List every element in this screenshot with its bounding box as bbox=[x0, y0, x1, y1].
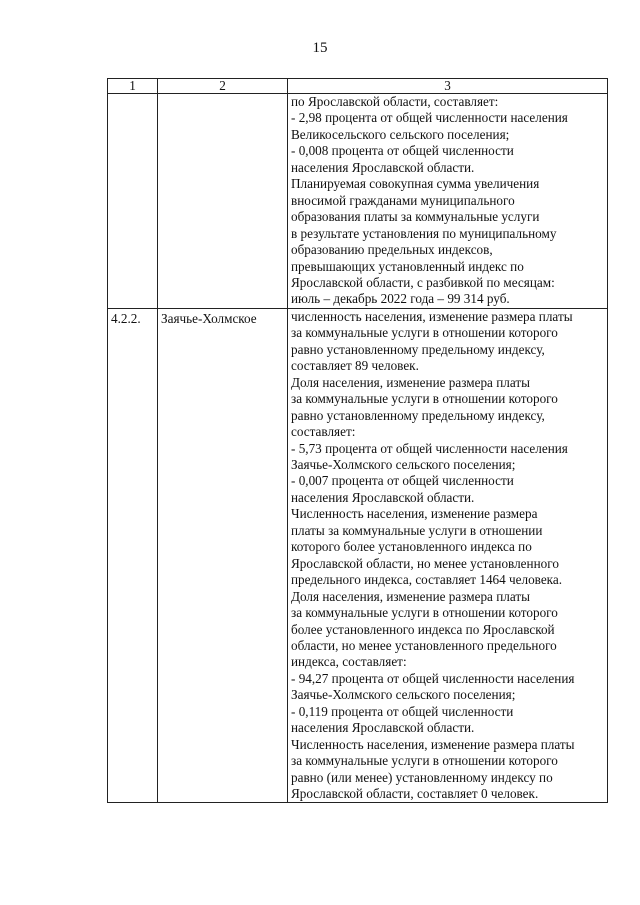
text-line: Численность населения, изменение размера bbox=[291, 506, 538, 522]
description-cell bbox=[288, 94, 608, 309]
text-line: которого более установленного индекса по bbox=[291, 539, 532, 555]
text-line: индекса, составляет: bbox=[291, 654, 407, 670]
column-header: 2 bbox=[158, 79, 288, 94]
column-header: 1 bbox=[108, 79, 158, 94]
data-table bbox=[107, 78, 608, 803]
page-number: 15 bbox=[312, 40, 328, 56]
text-line: - 2,98 процента от общей численности населения bbox=[291, 110, 568, 126]
text-line: вносимой гражданами муниципального bbox=[291, 192, 515, 208]
text-line: равно (или менее) установленному индексу по bbox=[291, 769, 553, 785]
text-line: Численность населения, изменение размера платы bbox=[291, 736, 575, 752]
row-number-cell: 4.2.2. bbox=[108, 308, 158, 803]
row-number-cell bbox=[108, 94, 158, 309]
text-line: Ярославской области, но менее установленного bbox=[291, 555, 559, 571]
text-line: населения Ярославской области. bbox=[291, 489, 475, 505]
text-line: за коммунальные услуги в отношении которого bbox=[291, 605, 558, 621]
text-line: области, но менее установленного предельного bbox=[291, 637, 557, 653]
text-line: Ярославской области, с разбивкой по месяцам: bbox=[291, 274, 555, 290]
text-line: за коммунальные услуги в отношении которого bbox=[291, 391, 558, 407]
text-line: предельного индекса, составляет 1464 человека. bbox=[291, 572, 563, 588]
text-line: численность населения, изменение размера платы bbox=[291, 308, 573, 324]
municipality-name-cell: Заячье-Холмское bbox=[158, 308, 288, 803]
description-cell bbox=[288, 308, 608, 803]
column-header: 3 bbox=[288, 79, 608, 94]
text-line: Планируемая совокупная сумма увеличения bbox=[291, 176, 540, 192]
municipality-name-cell bbox=[158, 94, 288, 309]
text-line: превышающих установленный индекс по bbox=[291, 258, 524, 274]
text-line: за коммунальные услуги в отношении которого bbox=[291, 325, 558, 341]
text-line: июль – декабрь 2022 года – 99 314 руб. bbox=[291, 291, 510, 307]
text-line: Доля населения, изменение размера платы bbox=[291, 588, 530, 604]
text-line: Заячье-Холмского сельского поселения; bbox=[291, 687, 516, 703]
text-line: населения Ярославской области. bbox=[291, 720, 475, 736]
text-line: образованию предельных индексов, bbox=[291, 242, 493, 258]
text-line: - 0,008 процента от общей численности bbox=[291, 143, 514, 159]
text-line: населения Ярославской области. bbox=[291, 159, 475, 175]
text-line: более установленного индекса по Ярославской bbox=[291, 621, 555, 637]
table-row bbox=[108, 308, 608, 803]
text-line: Великосельского сельского поселения; bbox=[291, 126, 510, 142]
text-line: образования платы за коммунальные услуги bbox=[291, 209, 540, 225]
text-line: платы за коммунальные услуги в отношении bbox=[291, 522, 543, 538]
text-line: - 94,27 процента от общей численности населения bbox=[291, 670, 575, 686]
text-line: в результате установления по муниципальному bbox=[291, 225, 557, 241]
text-line: составляет 89 человек. bbox=[291, 358, 419, 374]
table-row bbox=[108, 94, 608, 309]
text-line: по Ярославской области, составляет: bbox=[291, 94, 499, 109]
text-line: равно установленному предельному индексу, bbox=[291, 341, 545, 357]
text-line: равно установленному предельному индексу, bbox=[291, 407, 545, 423]
text-line: - 0,119 процента от общей численности bbox=[291, 703, 514, 719]
text-line: Ярославской области, составляет 0 человек. bbox=[291, 786, 539, 802]
text-line: - 5,73 процента от общей численности населения bbox=[291, 440, 568, 456]
text-line: составляет: bbox=[291, 424, 356, 440]
text-line: Заячье-Холмского сельского поселения; bbox=[291, 456, 516, 472]
table-header-row bbox=[108, 79, 608, 94]
text-line: Доля населения, изменение размера платы bbox=[291, 374, 530, 390]
text-line: - 0,007 процента от общей численности bbox=[291, 473, 514, 489]
text-line: за коммунальные услуги в отношении которого bbox=[291, 753, 558, 769]
